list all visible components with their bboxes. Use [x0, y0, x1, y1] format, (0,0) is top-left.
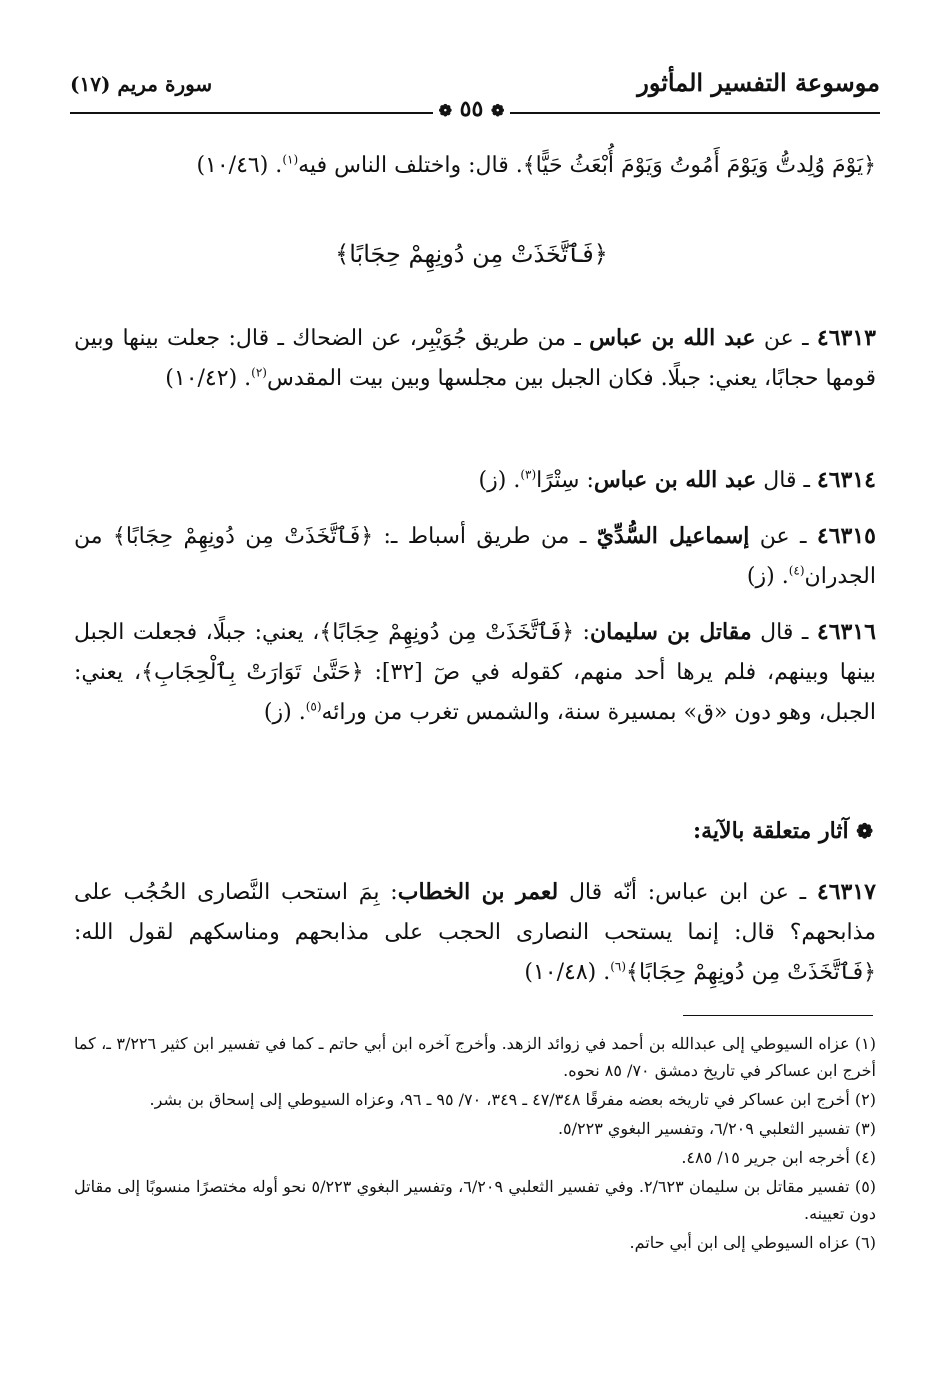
- entry-46313: [74, 318, 876, 399]
- volume-reference: . (ز): [478, 468, 521, 493]
- volume-reference: . (١٠/٤٢): [165, 366, 252, 391]
- entry-number: ٤٦٣١٣: [816, 325, 876, 351]
- ayah-heading: ﴿فَٱتَّخَذَتْ مِن دُونِهِمْ حِجَابًا﴾: [335, 240, 608, 268]
- entry-text: ـ عن: [749, 524, 817, 549]
- narrator-name: إسماعيل السُّدِّيّ: [596, 523, 750, 549]
- entry-text: ـ قال: [756, 468, 817, 493]
- footnote: (٣) تفسير الثعلبي ٦/٢٠٩، وتفسير البغوي ٥/٢٢٣.: [557, 1119, 876, 1138]
- footnote-marker: (٣): [520, 467, 537, 482]
- flower-ornament-icon: ❁: [856, 819, 873, 843]
- page-number: ٥٥: [459, 96, 484, 122]
- footnote: (٦) عزاه السيوطي إلى ابن أبي حاتم.: [629, 1233, 876, 1252]
- entry-46317: [74, 872, 876, 993]
- continuation-paragraph: [74, 146, 876, 186]
- entry-text: ـ قال: [751, 620, 817, 645]
- entry-46316: [74, 612, 876, 733]
- volume-reference: . (ز): [746, 564, 789, 589]
- page-number-box: [433, 96, 511, 122]
- narrator-name: عبد الله بن عباس: [589, 325, 756, 351]
- entry-text: ـ من طريق أسباط ـ: ﴿فَٱتَّخَذَتْ مِن دُونِهِمْ حِجَابًا﴾ من الجدران: [74, 524, 876, 589]
- footnote: (٥) تفسير مقاتل بن سليمان ٢/٦٢٣. وفي تفسير الثعلبي ٦/٢٠٩، وتفسير البغوي ٥/٢٢٣ نحو أوله مختصرًا منسوبًا إلى مقاتل دون تعيينه.: [74, 1177, 877, 1223]
- section-heading: [693, 818, 873, 844]
- footnote-separator: [683, 1015, 873, 1016]
- volume-reference: . (ز): [263, 700, 306, 725]
- footnote: (١) عزاه السيوطي إلى عبدالله بن أحمد في زوائد الزهد. وأخرج آخره ابن أبي حاتم ـ كما في تفسير ابن كثير ٣/٢٢٦ ـ، كما أخرج ابن عساكر في تاريخ دمشق ٧٠/ ٨٥ نحوه.: [74, 1034, 877, 1080]
- narrator-name: عبد الله بن عباس: [593, 467, 757, 493]
- footnote: (٤) أخرجه ابن جرير ١٥/ ٤٨٥.: [681, 1148, 876, 1167]
- entry-46314: [74, 460, 876, 501]
- surah-title: سورة مريم (١٧): [70, 72, 213, 96]
- ornament-icon: ❁: [490, 101, 505, 120]
- entry-text: : بِمَ استحب النَّصارى الحُجُب على مذابحهم؟ قال: إنما يستحب النصارى الحجب على مذابحهم ومناسكهم لقول الله: ﴿فَٱتَّخَذَتْ مِن دُونِهِمْ حِجَابًا﴾: [74, 880, 876, 985]
- volume-reference: . (١٠/٤٨): [524, 960, 611, 985]
- entry-number: ٤٦٣١٥: [816, 523, 876, 549]
- book-title: موسوعة التفسير المأثور: [637, 68, 880, 97]
- volume-reference: . (١٠/٤٦): [196, 153, 283, 178]
- footnote-marker: (٦): [610, 959, 627, 974]
- footnote-marker: (٥): [305, 699, 322, 714]
- entry-text: ـ من طريق جُوَيْبِر، عن الضحاك ـ قال: جعلت بينها وبين قومها حجابًا، يعني: جبلًا. فكان الجبل بين مجلسها وبين بيت المقدس: [74, 326, 876, 391]
- ornament-icon: ❁: [438, 101, 452, 120]
- footnote-marker: (٤): [788, 563, 805, 578]
- paragraph-text: . قال: واختلف الناس فيه: [298, 153, 523, 178]
- narrator-name: مقاتل بن سليمان: [589, 619, 752, 645]
- entry-46315: [74, 516, 876, 597]
- entry-text: ـ عن: [755, 326, 817, 351]
- footnote: (٢) أخرج ابن عساكر في تاريخه بعضه مفرقًا ٤٧/٣٤٨ ـ ٣٤٩، ٧٠/ ٩٥ ـ ٩٦، وعزاه السيوطي إلى إسحاق بن بشر.: [149, 1090, 876, 1109]
- footnote-marker: (٢): [251, 365, 267, 380]
- entry-number: ٤٦٣١٧: [816, 879, 876, 905]
- entry-text: : سِتْرًا: [536, 468, 594, 493]
- footnotes: [74, 1030, 876, 1258]
- verse-text: ﴿يَوْمَ وُلِدتُّ وَيَوْمَ أَمُوتُ وَيَوْمَ أُبْعَثُ حَيًّا﴾: [522, 153, 876, 178]
- entry-number: ٤٦٣١٤: [816, 467, 876, 493]
- entry-text: ـ عن ابن عباس: أنّه قال: [558, 880, 817, 905]
- narrator-name: لعمر بن الخطاب: [397, 879, 559, 905]
- footnote-marker: (١): [282, 152, 299, 167]
- entry-text: : ﴿فَٱتَّخَذَتْ مِن دُونِهِمْ حِجَابًا﴾، يعني: جبلًا، فجعلت الجبل بينها وبينهم، فلم يرها أحد منهم، كقوله في صٓ [٣٢]: ﴿حَتَّىٰ تَوَارَتْ بِٱلْحِجَابِ﴾، يعني: الجبل، وهو دون «ق» بمسيرة سنة، والشمس تغرب من ورائه: [74, 620, 876, 725]
- entry-number: ٤٦٣١٦: [816, 619, 876, 645]
- section-heading-text: آثار متعلقة بالآية:: [693, 818, 849, 844]
